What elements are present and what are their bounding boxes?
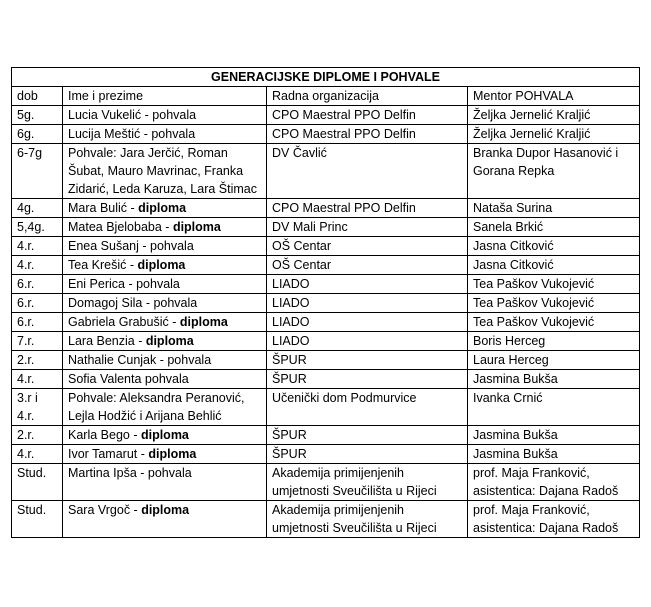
student-name: Domagoj Sila <box>68 296 143 310</box>
cell-name <box>63 106 267 125</box>
student-name: Gabriela Grabušić <box>68 315 169 329</box>
award-type: pohvala <box>151 127 196 141</box>
cell-organization: LIADO <box>267 294 468 313</box>
awards-table <box>11 67 640 538</box>
name-separator: - <box>138 239 150 253</box>
table-row <box>12 294 640 313</box>
cell-mentor: Jasmina Bukša <box>468 370 640 389</box>
cell-mentor: Jasmina Bukša <box>468 426 640 445</box>
cell-mentor: Željka Jernelić Kraljić <box>468 106 640 125</box>
cell-name <box>63 389 267 426</box>
cell-organization: CPO Maestral PPO Delfin <box>267 125 468 144</box>
cell-name <box>63 313 267 332</box>
cell-organization: CPO Maestral PPO Delfin <box>267 106 468 125</box>
cell-dob: 6-7g <box>12 144 63 199</box>
name-separator: - <box>142 296 154 310</box>
cell-dob: 5,4g. <box>12 218 63 237</box>
cell-name <box>63 332 267 351</box>
cell-organization: ŠPUR <box>267 370 468 389</box>
table-title: GENERACIJSKE DIPLOME I POHVALE <box>12 68 640 87</box>
cell-organization: DV Mali Princ <box>267 218 468 237</box>
student-name: Lara Benzia <box>68 334 135 348</box>
table-row <box>12 275 640 294</box>
cell-organization: OŠ Centar <box>267 256 468 275</box>
cell-name <box>63 125 267 144</box>
cell-mentor: prof. Maja Franković, asistentica: Dajana Radoš <box>468 464 640 501</box>
cell-mentor: prof. Maja Franković, asistentica: Dajana Radoš <box>468 501 640 538</box>
name-separator: - <box>127 201 139 215</box>
cell-mentor: Laura Herceg <box>468 351 640 370</box>
cell-mentor: Ivanka Crnić <box>468 389 640 426</box>
cell-dob: 3.r i 4.r. <box>12 389 63 426</box>
student-name: Sara Vrgoč <box>68 503 131 517</box>
cell-mentor: Jasna Citković <box>468 237 640 256</box>
cell-name <box>63 445 267 464</box>
cell-mentor: Tea Paškov Vukojević <box>468 294 640 313</box>
header-name: Ime i prezime <box>63 87 267 106</box>
table-row <box>12 351 640 370</box>
cell-mentor: Tea Paškov Vukojević <box>468 275 640 294</box>
name-separator: - <box>130 503 142 517</box>
award-type: pohvala <box>153 296 198 310</box>
name-separator: - <box>124 277 137 291</box>
cell-dob: 6g. <box>12 125 63 144</box>
student-name: Martina Ipša <box>68 466 137 480</box>
table-row <box>12 237 640 256</box>
cell-dob: 6.r. <box>12 313 63 332</box>
table-row <box>12 389 640 426</box>
header-org: Radna organizacija <box>267 87 468 106</box>
cell-dob: 4.r. <box>12 256 63 275</box>
cell-mentor: Sanela Brkić <box>468 218 640 237</box>
cell-mentor: Jasna Citković <box>468 256 640 275</box>
cell-name <box>63 294 267 313</box>
award-type: diploma <box>148 447 197 461</box>
table-row <box>12 256 640 275</box>
cell-name <box>63 237 267 256</box>
cell-organization: LIADO <box>267 313 468 332</box>
cell-dob: 5g. <box>12 106 63 125</box>
student-name: Eni Perica <box>68 277 125 291</box>
name-separator: - <box>136 466 148 480</box>
award-type: diploma <box>179 315 228 329</box>
cell-name <box>63 256 267 275</box>
cell-name <box>63 351 267 370</box>
award-type: diploma <box>137 258 186 272</box>
cell-mentor: Željka Jernelić Kraljić <box>468 125 640 144</box>
award-type: pohvala <box>152 108 197 122</box>
student-name: Lucija Meštić <box>68 127 141 141</box>
table-row <box>12 125 640 144</box>
table-row <box>12 464 640 501</box>
cell-organization: CPO Maestral PPO Delfin <box>267 199 468 218</box>
student-name: Tea Krešić <box>68 258 127 272</box>
header-mentor: Mentor POHVALA <box>468 87 640 106</box>
student-name: Lucia Vukelić <box>68 108 142 122</box>
award-type: diploma <box>172 220 221 234</box>
student-name: Sofia Valenta <box>68 372 142 386</box>
cell-organization: Akademija primijenjenih umjetnosti Sveučilišta u Rijeci <box>267 501 468 538</box>
cell-mentor: Tea Paškov Vukojević <box>468 313 640 332</box>
header-dob: dob <box>12 87 63 106</box>
award-type: diploma <box>141 503 190 517</box>
cell-organization: OŠ Centar <box>267 237 468 256</box>
cell-organization: ŠPUR <box>267 445 468 464</box>
award-type: pohvala <box>147 466 192 480</box>
cell-dob: 2.r. <box>12 426 63 445</box>
cell-name <box>63 370 267 389</box>
table-row <box>12 218 640 237</box>
student-name: Nathalie Cunjak <box>68 353 157 367</box>
award-type: pohvala <box>167 353 212 367</box>
award-type: diploma <box>140 428 189 442</box>
cell-organization: ŠPUR <box>267 351 468 370</box>
student-name: Karla Bego <box>68 428 130 442</box>
student-name: Ivor Tamarut <box>68 447 138 461</box>
cell-dob: 4.r. <box>12 370 63 389</box>
student-name: Mara Bulić <box>68 201 128 215</box>
award-type: pohvala <box>136 277 180 291</box>
cell-mentor: Jasmina Bukša <box>468 445 640 464</box>
name-separator: - <box>156 353 168 367</box>
name-separator: - <box>161 220 173 234</box>
table-row <box>12 144 640 199</box>
name-separator: - <box>140 127 152 141</box>
cell-name <box>63 464 267 501</box>
name-separator: - <box>141 108 153 122</box>
cell-dob: 4.r. <box>12 237 63 256</box>
cell-name <box>63 144 267 199</box>
table-row <box>12 445 640 464</box>
cell-organization: Akademija primijenjenih umjetnosti Sveučilišta u Rijeci <box>267 464 468 501</box>
student-name: Pohvale: Jara Jerčić, Roman Šubat, Mauro Mavrinac, Franka Zidarić, Leda Karuza, Lara Štimac <box>68 146 257 196</box>
award-type: diploma <box>138 201 187 215</box>
table-row <box>12 370 640 389</box>
award-type: pohvala <box>150 239 194 253</box>
table-row <box>12 199 640 218</box>
cell-organization: LIADO <box>267 275 468 294</box>
table-body <box>12 68 640 538</box>
cell-organization: ŠPUR <box>267 426 468 445</box>
student-name: Pohvale: Aleksandra Peranović, Lejla Hodžić i Arijana Behlić <box>68 391 245 423</box>
cell-dob: Stud. <box>12 501 63 538</box>
cell-organization: Učenički dom Podmurvice <box>267 389 468 426</box>
cell-dob: Stud. <box>12 464 63 501</box>
header-row <box>12 87 640 106</box>
name-separator: - <box>126 258 138 272</box>
table-row <box>12 426 640 445</box>
student-name: Matea Bjelobaba <box>68 220 162 234</box>
cell-dob: 4.r. <box>12 445 63 464</box>
award-type: diploma <box>145 334 194 348</box>
cell-name <box>63 199 267 218</box>
student-name: Enea Sušanj <box>68 239 139 253</box>
cell-name <box>63 501 267 538</box>
cell-name <box>63 218 267 237</box>
cell-dob: 7.r. <box>12 332 63 351</box>
cell-mentor: Nataša Surina <box>468 199 640 218</box>
cell-dob: 4g. <box>12 199 63 218</box>
cell-organization: LIADO <box>267 332 468 351</box>
table-row <box>12 501 640 538</box>
cell-organization: DV Čavlić <box>267 144 468 199</box>
name-separator: - <box>168 315 180 329</box>
cell-mentor: Boris Herceg <box>468 332 640 351</box>
title-row <box>12 68 640 87</box>
cell-dob: 6.r. <box>12 294 63 313</box>
cell-mentor: Branka Dupor Hasanović i Gorana Repka <box>468 144 640 199</box>
name-separator: - <box>137 447 149 461</box>
cell-name <box>63 275 267 294</box>
table-row <box>12 313 640 332</box>
cell-name <box>63 426 267 445</box>
table-row <box>12 332 640 351</box>
table-row <box>12 106 640 125</box>
name-separator: - <box>129 428 141 442</box>
name-separator: - <box>134 334 146 348</box>
award-type: pohvala <box>144 372 189 386</box>
cell-dob: 6.r. <box>12 275 63 294</box>
cell-dob: 2.r. <box>12 351 63 370</box>
